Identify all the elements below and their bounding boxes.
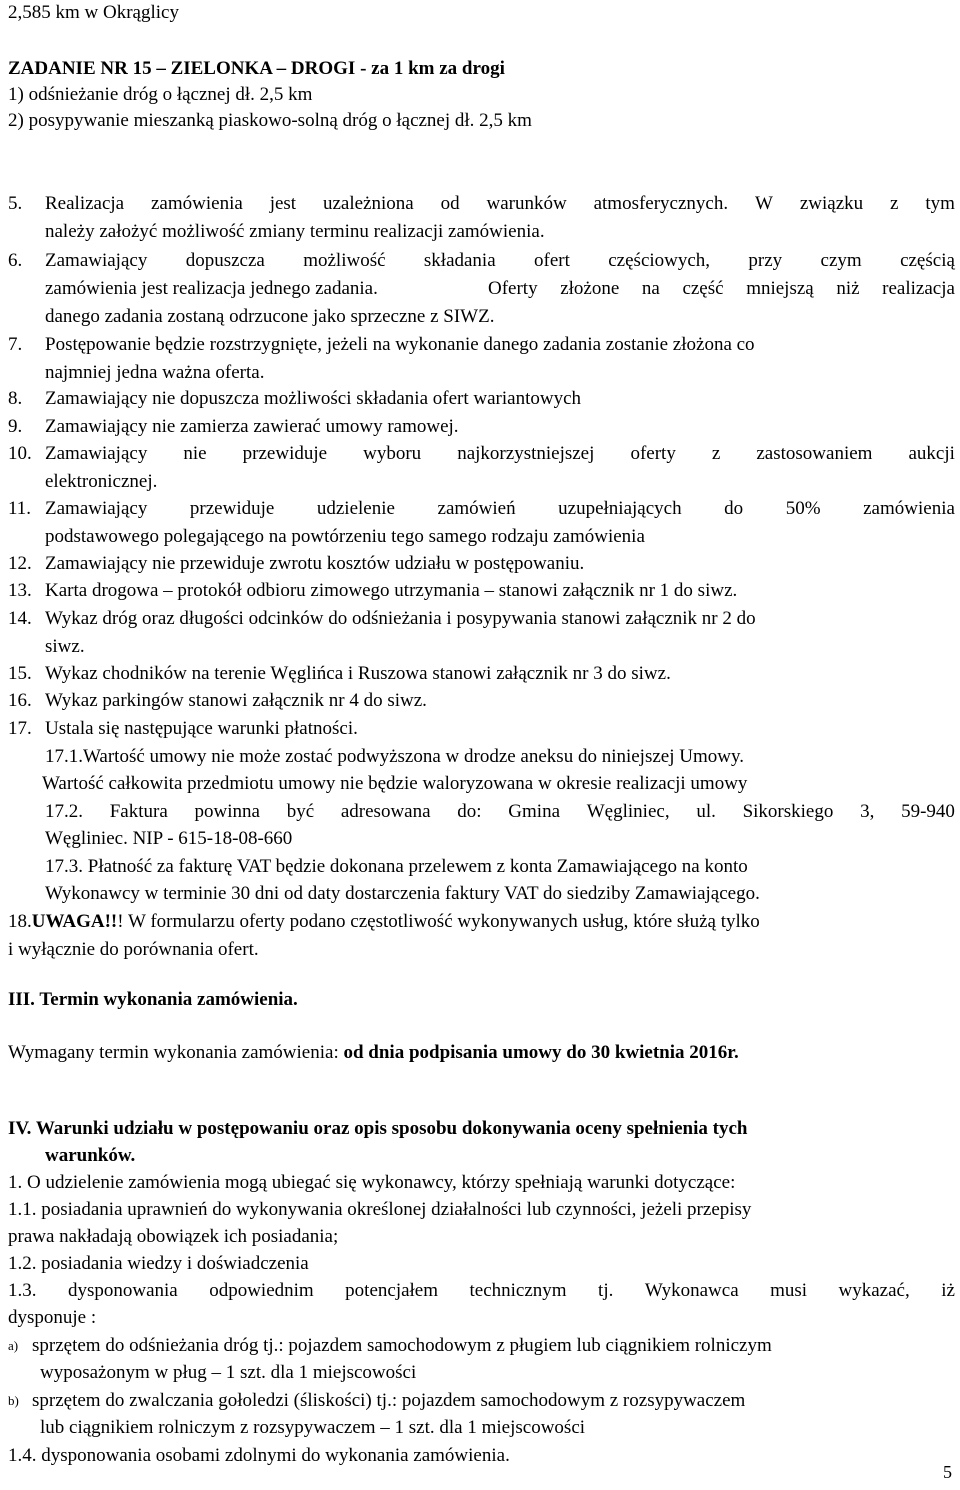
word: W bbox=[755, 193, 773, 214]
deadline: od dnia podpisania umowy do 30 kwietnia 2016r. bbox=[343, 1042, 739, 1063]
word: czym bbox=[820, 250, 862, 271]
zadanie-item-1: 1) odśnieżanie dróg o łącznej dł. 2,5 km bbox=[8, 84, 313, 105]
word: Sikorskiego bbox=[742, 801, 834, 822]
word: najkorzystniejszej bbox=[457, 443, 595, 464]
point-17-3-line-2: Wykonawcy w terminie 30 dni od daty dostarczenia faktury VAT do siedziby Zamawiającego. bbox=[45, 883, 760, 904]
point-6-line-3: danego zadania zostaną odrzucone jako sprzeczne z SIWZ. bbox=[45, 306, 495, 327]
word: niż bbox=[836, 278, 860, 299]
item-a-line-1: sprzętem do odśnieżania dróg tj.: pojazdem samochodowym z pługiem lub ciągnikiem rolniczym bbox=[32, 1335, 772, 1356]
point-11-number: 11. bbox=[8, 498, 32, 519]
word: technicznym bbox=[469, 1280, 567, 1301]
word: atmosferycznych. bbox=[593, 193, 729, 214]
word: powinna bbox=[194, 801, 260, 822]
word: możliwość bbox=[303, 250, 386, 271]
word: odpowiednim bbox=[209, 1280, 314, 1301]
word: 17.2. bbox=[45, 801, 83, 822]
point-16-number: 16. bbox=[8, 690, 32, 711]
point-7-line-2: najmniej jedna ważna oferta. bbox=[45, 362, 265, 383]
section-4-heading-line-1: IV. Warunki udziału w postępowaniu oraz opis sposobu dokonywania oceny spełnienia tych bbox=[8, 1118, 748, 1139]
word: Zamawiający bbox=[45, 250, 148, 271]
word: wyboru bbox=[363, 443, 422, 464]
point-10-line-2: elektronicznej. bbox=[45, 471, 158, 492]
section-4-item-1-3-line-2: dysponuje : bbox=[8, 1307, 97, 1328]
word: Zamawiający bbox=[45, 443, 148, 464]
point-7-line-1: Postępowanie będzie rozstrzygnięte, jeżeli na wykonanie danego zadania zostanie złożona co bbox=[45, 334, 755, 355]
point-12-text: Zamawiający nie przewiduje zwrotu kosztów udziału w postępowaniu. bbox=[45, 553, 585, 574]
word: z bbox=[890, 193, 899, 214]
word: aukcji bbox=[908, 443, 955, 464]
word: ofert bbox=[534, 250, 570, 271]
word: realizacja bbox=[882, 278, 955, 299]
word: zamówień bbox=[437, 498, 516, 519]
word: 1.3. bbox=[8, 1280, 37, 1301]
word: część bbox=[682, 278, 724, 299]
point-6-line-2b bbox=[488, 276, 955, 302]
word: do bbox=[724, 498, 744, 519]
word: mniejszą bbox=[746, 278, 814, 299]
point-13-text: Karta drogowa – protokół odbioru zimowego utrzymania – stanowi załącznik nr 1 do siwz. bbox=[45, 580, 738, 601]
word: tj. bbox=[598, 1280, 614, 1301]
warning-label: UWAGA!! bbox=[31, 911, 118, 932]
word: potencjałem bbox=[345, 1280, 439, 1301]
point-6-number: 6. bbox=[8, 250, 23, 271]
word: Gmina bbox=[508, 801, 561, 822]
zadanie-title: ZADANIE NR 15 – ZIELONKA – DROGI - za 1 km za drogi bbox=[8, 58, 505, 79]
word: uzależniona bbox=[322, 193, 414, 214]
point-11-line-1 bbox=[45, 496, 955, 522]
word: dopuszcza bbox=[185, 250, 265, 271]
point-8-number: 8. bbox=[8, 388, 23, 409]
word: nie bbox=[183, 443, 207, 464]
page-number: 5 bbox=[943, 1462, 952, 1482]
point-5-line-2: należy założyć możliwość zmiany terminu realizacji zamówienia. bbox=[45, 221, 545, 242]
word: Wykonawca bbox=[644, 1280, 739, 1301]
word: warunków bbox=[486, 193, 567, 214]
word: Oferty bbox=[488, 278, 538, 299]
point-10-line-1 bbox=[45, 441, 955, 467]
word: składania bbox=[423, 250, 496, 271]
word: związku bbox=[799, 193, 864, 214]
point-14-line-1: Wykaz dróg oraz długości odcinków do odśnieżania i posypywania stanowi załącznik nr 2 do bbox=[45, 608, 756, 629]
word: do: bbox=[457, 801, 482, 822]
word: iż bbox=[941, 1280, 955, 1301]
word: Realizacja bbox=[45, 193, 125, 214]
word: dysponowania bbox=[67, 1280, 178, 1301]
section-3-text: Wymagany termin wykonania zamówienia: od dnia podpisania umowy do 30 kwietnia 2016r. bbox=[8, 1042, 739, 1063]
word: częściowych, bbox=[608, 250, 711, 271]
point-8-text: Zamawiający nie dopuszcza możliwości składania ofert wariantowych bbox=[45, 388, 582, 409]
point-17-1-line-2: Wartość całkowita przedmiotu umowy nie będzie waloryzowana w okresie realizacji umowy bbox=[42, 773, 748, 794]
point-17-number: 17. bbox=[8, 718, 32, 739]
point-17-1-line-1: 17.1.Wartość umowy nie może zostać podwyższona w drodze aneksu do niniejszej Umowy. bbox=[45, 746, 744, 767]
word: Faktura bbox=[109, 801, 168, 822]
word: wykazać, bbox=[838, 1280, 910, 1301]
section-4-item-1-2: 1.2. posiadania wiedzy i doświadczenia bbox=[8, 1253, 309, 1274]
point-5-number: 5. bbox=[8, 193, 23, 214]
section-4-heading-line-2: warunków. bbox=[45, 1145, 136, 1166]
item-b-line-2: lub ciągnikiem rolniczym z rozsypywaczem – 1 szt. dla 1 miejscowości bbox=[40, 1417, 586, 1438]
item-a-label: a) bbox=[8, 1338, 19, 1353]
point-16-text: Wykaz parkingów stanowi załącznik nr 4 do siwz. bbox=[45, 690, 427, 711]
point-17-2-line-1 bbox=[45, 799, 955, 825]
word: przewiduje bbox=[189, 498, 275, 519]
word: od bbox=[440, 193, 460, 214]
word: udzielenie bbox=[316, 498, 395, 519]
point-14-line-2: siwz. bbox=[45, 636, 85, 657]
zadanie-item-2: 2) posypywanie mieszanką piaskowo-solną dróg o łącznej dł. 2,5 km bbox=[8, 110, 532, 131]
point-10-number: 10. bbox=[8, 443, 32, 464]
word: musi bbox=[770, 1280, 808, 1301]
point-6-line-1 bbox=[45, 248, 955, 274]
word: 59-940 bbox=[901, 801, 955, 822]
word: Węgliniec, bbox=[586, 801, 670, 822]
word: być bbox=[286, 801, 315, 822]
top-line: 2,585 km w Okrąglicy bbox=[8, 2, 179, 23]
point-13-number: 13. bbox=[8, 580, 32, 601]
word: ul. bbox=[696, 801, 716, 822]
word: adresowana bbox=[340, 801, 431, 822]
point-17-3-line-1: 17.3. Płatność za fakturę VAT będzie dokonana przelewem z konta Zamawiającego na konto bbox=[45, 856, 748, 877]
word: złożone bbox=[560, 278, 620, 299]
section-4-item-1-3-line-1 bbox=[8, 1278, 955, 1304]
word: zamówienia bbox=[863, 498, 955, 519]
point-12-number: 12. bbox=[8, 553, 32, 574]
word: zamówienia bbox=[151, 193, 243, 214]
point-17-text: Ustala się następujące warunki płatności. bbox=[45, 718, 358, 739]
section-3-heading: III. Termin wykonania zamówienia. bbox=[8, 989, 298, 1010]
section-4-item-1-1-line-1: 1.1. posiadania uprawnień do wykonywania określonej działalności lub czynności, jeżeli przepisy bbox=[8, 1199, 752, 1220]
point-15-number: 15. bbox=[8, 663, 32, 684]
point-5-line-1 bbox=[45, 191, 955, 217]
word: 50% bbox=[785, 498, 821, 519]
section-4-item-1: 1. O udzielenie zamówienia mogą ubiegać się wykonawcy, którzy spełniają warunki dotyczące: bbox=[8, 1172, 736, 1193]
word: oferty bbox=[630, 443, 676, 464]
point-17-2-line-2: Węgliniec. NIP - 615-18-08-660 bbox=[45, 828, 293, 849]
word: zastosowaniem bbox=[756, 443, 873, 464]
point-9-text: Zamawiający nie zamierza zawierać umowy ramowej. bbox=[45, 416, 459, 437]
word: Zamawiający bbox=[45, 498, 148, 519]
section-4-item-1-1-line-2: prawa nakładają obowiązek ich posiadania; bbox=[8, 1226, 339, 1247]
point-18-line-1: 18.UWAGA!!! W formularzu oferty podano częstotliwość wykonywanych usług, które służą tylko bbox=[8, 911, 760, 932]
word: z bbox=[711, 443, 721, 464]
word: przewiduje bbox=[242, 443, 328, 464]
word: jest bbox=[269, 193, 297, 214]
point-11-line-2: podstawowego polegającego na powtórzeniu tego samego rodzaju zamówienia bbox=[45, 526, 645, 547]
item-b-line-1: sprzętem do zwalczania gołoledzi (śliskości) tj.: pojazdem samochodowym z rozsypywaczem bbox=[32, 1390, 746, 1411]
point-18-line-2: i wyłącznie do porównania ofert. bbox=[8, 939, 259, 960]
word: uzupełniających bbox=[558, 498, 682, 519]
point-6-line-2: zamówienia jest realizacja jednego zadania. bbox=[45, 278, 378, 299]
point-15-text: Wykaz chodników na terenie Węglińca i Ruszowa stanowi załącznik nr 3 do siwz. bbox=[45, 663, 671, 684]
word: tym bbox=[925, 193, 955, 214]
point-14-number: 14. bbox=[8, 608, 32, 629]
item-b-label: b) bbox=[8, 1393, 19, 1408]
word: 3, bbox=[860, 801, 875, 822]
point-9-number: 9. bbox=[8, 416, 23, 437]
word: na bbox=[641, 278, 660, 299]
word: przy bbox=[748, 250, 783, 271]
section-4-item-1-4: 1.4. dysponowania osobami zdolnymi do wykonania zamówienia. bbox=[8, 1445, 510, 1466]
item-a-line-2: wyposażonym w pług – 1 szt. dla 1 miejscowości bbox=[40, 1362, 417, 1383]
point-7-number: 7. bbox=[8, 334, 23, 355]
word: częścią bbox=[900, 250, 955, 271]
